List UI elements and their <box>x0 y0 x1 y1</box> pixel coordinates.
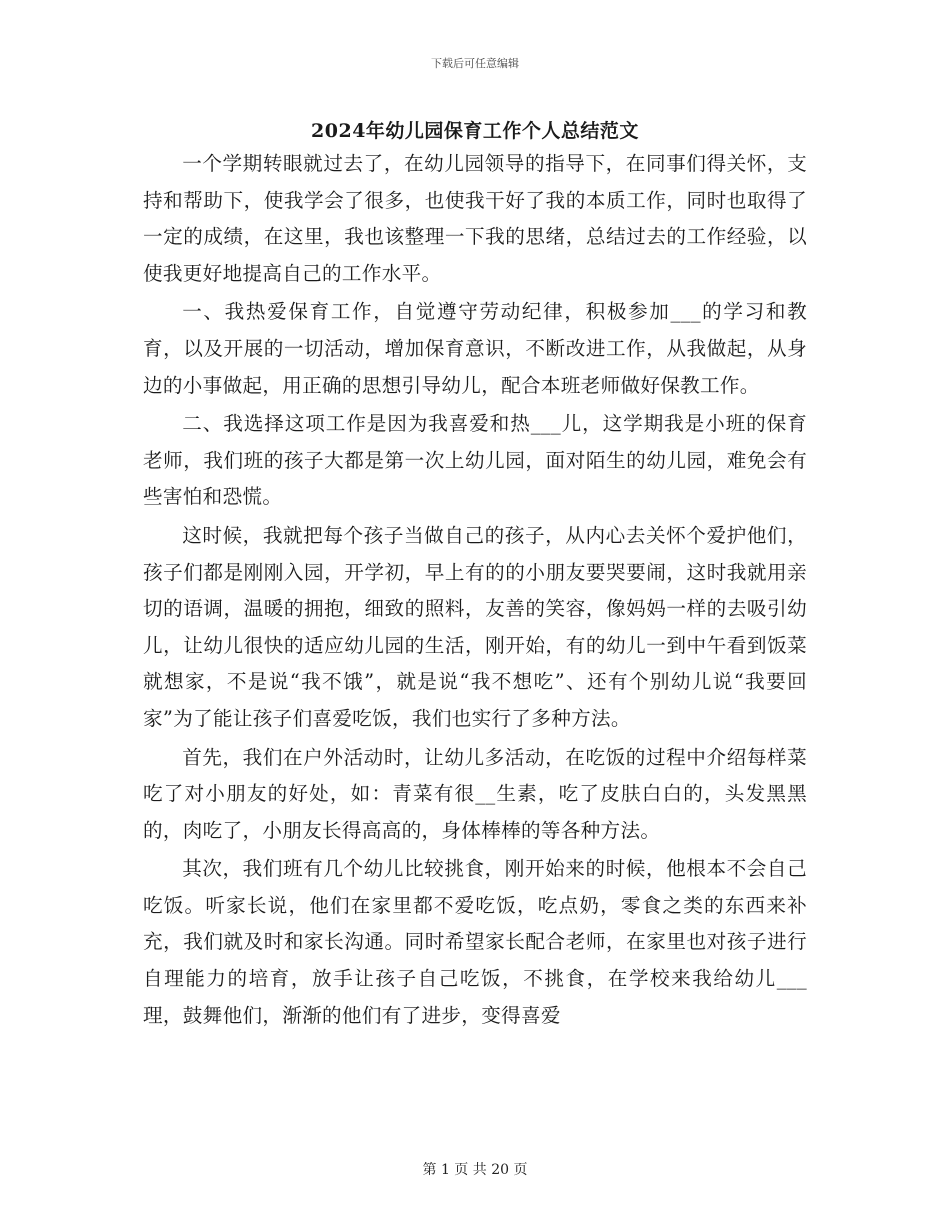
paragraph: 首先，我们在户外活动时，让幼儿多活动，在吃饭的过程中介绍每样菜吃了对小朋友的好处，如：青菜有很__生素，吃了皮肤白白的，头发黑黑的，肉吃了，小朋友长得高高的，身体棒棒的等各种方法。 <box>143 745 807 842</box>
paragraph: 其次，我们班有几个幼儿比较挑食，刚开始来的时候，他根本不会自己吃饭。听家长说，他们在家里都不爱吃饭，吃点奶，零食之类的东西来补充，我们就及时和家长沟通。同时希望家长配合老师，在家里也对孩子进行自理能力的培育，放手让孩子自己吃饭，不挑食，在学校来我给幼儿___理，鼓舞他们，渐渐的他们有了进步，变得喜爱 <box>143 857 807 1027</box>
page-header-note: 下载后可任意编辑 <box>431 57 519 70</box>
paragraph: 一、我热爱保育工作，自觉遵守劳动纪律，积极参加___的学习和教育，以及开展的一切活动，增加保育意识，不断改进工作，从我做起，从身边的小事做起，用正确的思想引导幼儿，配合本班老师做好保教工作。 <box>143 300 807 397</box>
document-body <box>143 146 807 1036</box>
paragraph: 二、我选择这项工作是因为我喜爱和热___儿，这学期我是小班的保育老师，我们班的孩子大都是第一次上幼儿园，面对陌生的幼儿园，难免会有些害怕和恐慌。 <box>143 412 807 509</box>
paragraph: 这时候，我就把每个孩子当做自己的孩子，从内心去关怀个爱护他们，孩子们都是刚刚入园，开学初，早上有的的小朋友要哭要闹，这时我就用亲切的语调，温暖的拥抱，细致的照料，友善的笑容，像妈妈一样的去吸引幼儿，让幼儿很快的适应幼儿园的生活，刚开始，有的幼儿一到中午看到饭菜就想家，不是说“我不饿”，就是说“我不想吃”、还有个别幼儿说“我要回家”为了能让孩子们喜爱吃饭，我们也实行了多种方法。 <box>143 523 807 730</box>
page-number: 第 1 页 共 20 页 <box>422 1162 528 1178</box>
document-title: 2024年幼儿园保育工作个人总结范文 <box>311 120 639 142</box>
paragraph: 一个学期转眼就过去了，在幼儿园领导的指导下，在同事们得关怀，支持和帮助下，使我学会了很多，也使我干好了我的本质工作，同时也取得了一定的成绩，在这里，我也该整理一下我的思绪，总结过去的工作经验，以使我更好地提高自己的工作水平。 <box>143 152 807 285</box>
